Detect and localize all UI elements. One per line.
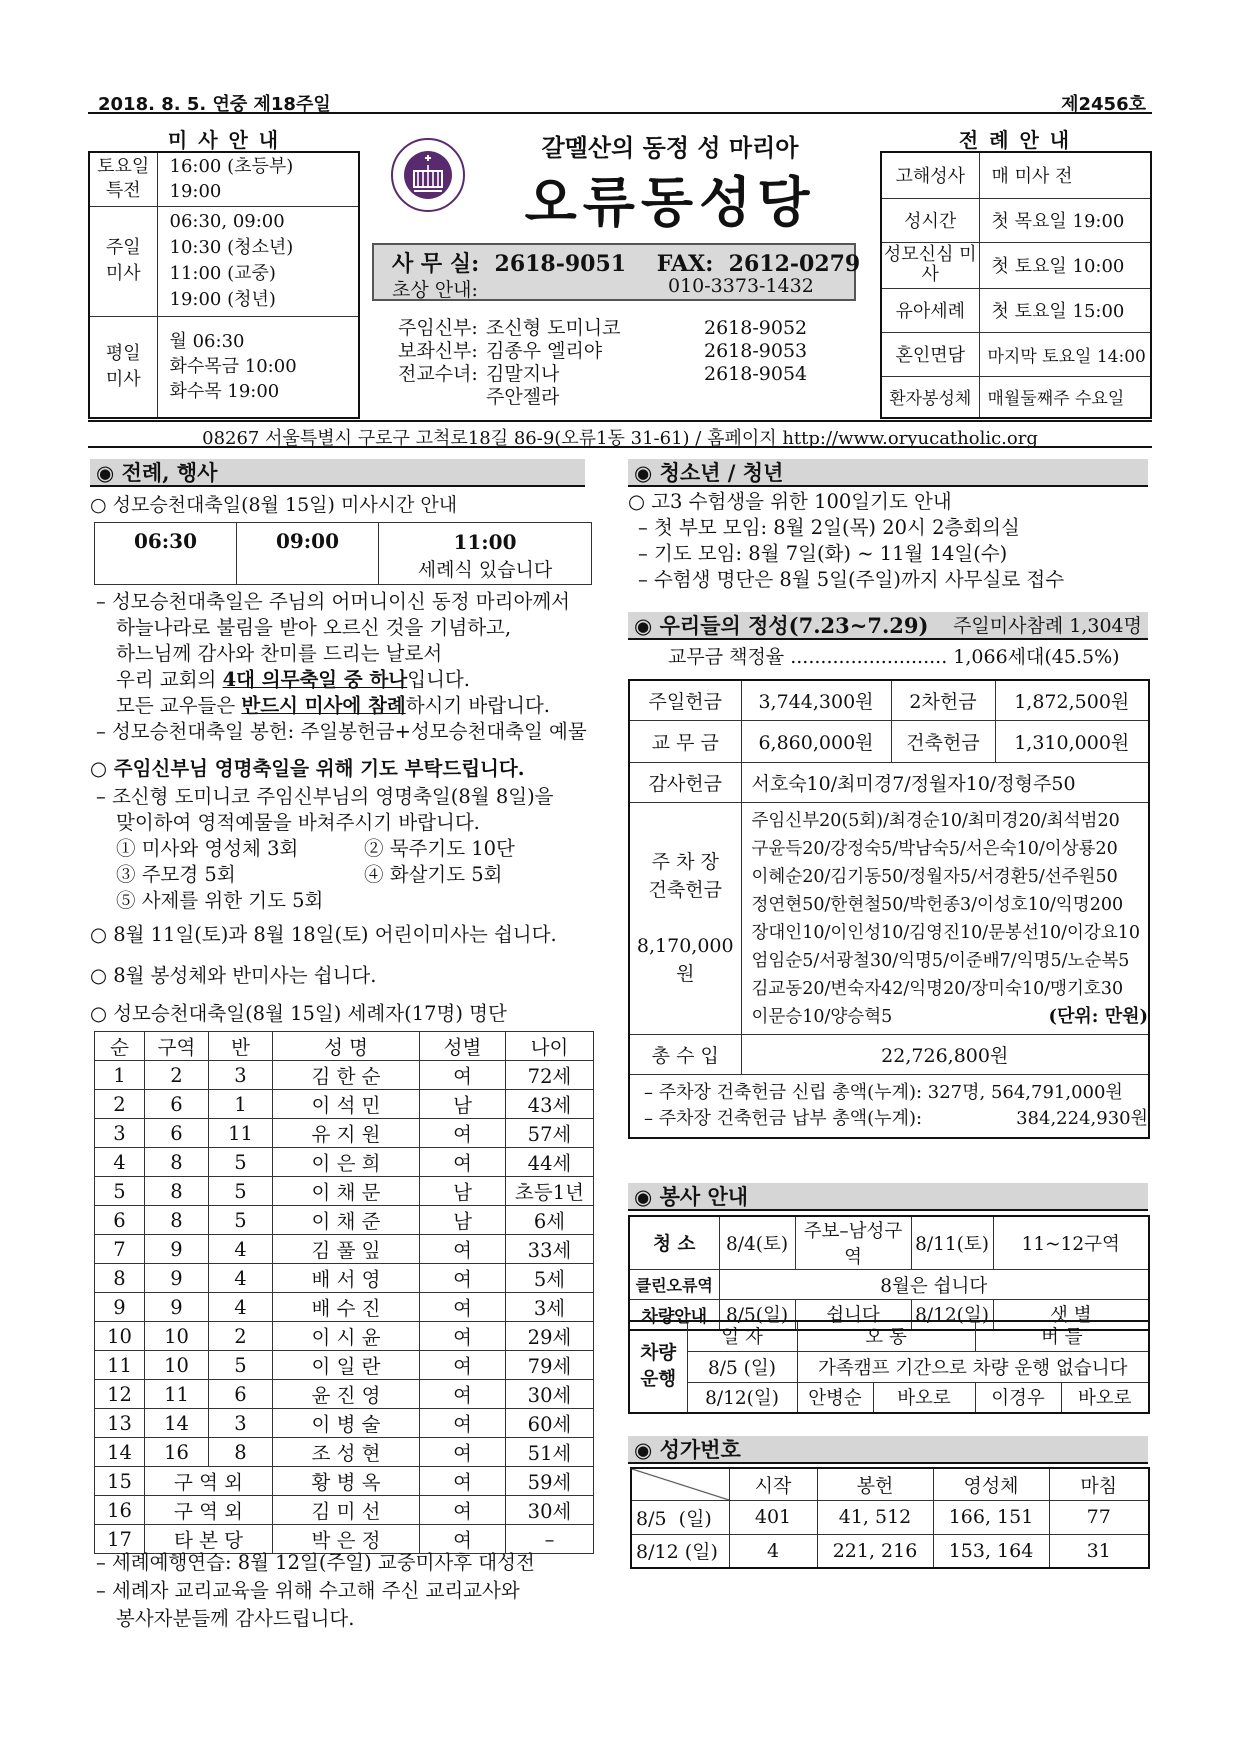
baptism-cell: 여 <box>420 1351 506 1380</box>
baptism-cell: – <box>506 1525 594 1554</box>
baptism-cell: 4 <box>209 1235 273 1264</box>
baptism-cell: 이 채 문 <box>273 1177 420 1206</box>
mass-label-sun: 주일 미사 <box>89 206 157 316</box>
hymn-corner <box>631 1468 729 1500</box>
clergy-role: 주임신부: <box>398 317 478 339</box>
baptism-cell: 8 <box>145 1177 209 1206</box>
baptism-cell: 여 <box>420 1467 506 1496</box>
baptism-cell: 6 <box>209 1380 273 1409</box>
baptism-header: 성별 <box>420 1032 506 1061</box>
baptism-cell: 김 한 순 <box>273 1061 420 1090</box>
liturgy-guide-title: 전 례 안 내 <box>958 128 1072 152</box>
baptism-cell: 5세 <box>506 1264 594 1293</box>
assumption-time: 06:30 <box>95 523 237 585</box>
assumption-times-table <box>94 522 592 585</box>
liturgy-key: 혼인면담 <box>881 332 979 376</box>
total-income-value: 22,726,800원 <box>741 1034 1149 1074</box>
baptism-header: 순 <box>95 1032 145 1061</box>
baptism-cell: 30세 <box>506 1496 594 1525</box>
baptism-header: 구역 <box>145 1032 209 1061</box>
notice-children-mass: ○ 8월 11일(토)과 8월 18일(토) 어린이미사는 쉽니다. <box>90 923 557 946</box>
baptism-row <box>95 1119 594 1148</box>
baptism-cell: 9 <box>95 1293 145 1322</box>
offering-label: 교 무 금 <box>629 720 741 762</box>
liturgy-value: 매월둘째주 수요일 <box>979 376 1151 418</box>
service-group: 주보–남성구역 <box>795 1216 911 1270</box>
liturgy-key: 성시간 <box>881 198 979 242</box>
funeral-label: 초상 안내: <box>392 279 478 301</box>
hymn-number: 4 <box>729 1534 817 1568</box>
assumption-text: – 성모승천대축일은 주님의 어머니이신 동정 마리아께서 하늘나라로 불림을 받아 오르신 것을 기념하고, 하느님께 감사와 찬미를 드리는 날로서 우리 교회의 4대 의무축일 중 하나입니다. 모든 교우들은 반드시 미사에 참례하시기 바랍니다. – 성모승천대축일 봉헌: 주일봉헌금+성모승천대축일 예물 <box>96 590 587 743</box>
baptism-cell: 타 본 당 <box>145 1525 273 1554</box>
clergy-role: 전교수녀: <box>398 363 478 385</box>
offering-label: 2차헌금 <box>891 680 995 720</box>
baptism-cell: 10 <box>145 1322 209 1351</box>
baptism-header: 나이 <box>506 1032 594 1061</box>
baptism-footer: – 세례예행연습: 8월 12일(주일) 교중미사후 대성전 – 세례자 교리교육을 위해 수고해 주신 교리교사와 봉사자분들께 감사드립니다. <box>96 1551 535 1630</box>
baptism-cell: 여 <box>420 1322 506 1351</box>
mass-times-sun: 06:30, 09:00 10:30 (청소년) 11:00 (교중) 19:00 (청년) <box>157 206 359 316</box>
assumption-time-main: 11:00 세례식 있습니다 <box>379 523 592 585</box>
baptism-cell: 2 <box>95 1090 145 1119</box>
clergy-name: 김말지나 <box>486 363 560 385</box>
baptism-title: ○ 성모승천대축일(8월 15일) 세례자(17명) 명단 <box>90 1002 507 1025</box>
offering-value: 1,310,000원 <box>995 720 1149 762</box>
baptism-cell: 유 지 원 <box>273 1119 420 1148</box>
clergy-name: 김종우 엘리야 <box>486 340 603 362</box>
vehicle-table <box>628 1320 1150 1414</box>
baptism-cell: 여 <box>420 1061 506 1090</box>
baptism-cell: 57세 <box>506 1119 594 1148</box>
baptism-cell: 김 미 선 <box>273 1496 420 1525</box>
liturgy-key: 유아세례 <box>881 288 979 332</box>
baptism-row <box>95 1409 594 1438</box>
clergy-tel: 2618-9053 <box>704 340 808 362</box>
parking-fund-cumulative: – 주차장 건축헌금 신립 총액(누계): 327명, 564,791,000원 – 주차장 건축헌금 납부 총액(누계): 384,224,930원 <box>629 1074 1149 1138</box>
vehicle-date: 8/12(일) <box>687 1382 797 1413</box>
baptism-cell: 여 <box>420 1380 506 1409</box>
vehicle-date: 8/5 (일) <box>687 1351 797 1382</box>
hymn-header: 시작 <box>729 1468 817 1500</box>
baptism-cell: 남 <box>420 1090 506 1119</box>
baptism-cell: 14 <box>95 1438 145 1467</box>
baptism-cell: 29세 <box>506 1322 594 1351</box>
baptism-table <box>94 1031 594 1554</box>
service-value: 샛 별 <box>993 1300 1149 1330</box>
baptism-cell: 11 <box>209 1119 273 1148</box>
liturgy-value: 매 미사 전 <box>979 152 1151 198</box>
offering-table <box>628 679 1150 1139</box>
baptism-cell: 13 <box>95 1409 145 1438</box>
baptism-cell: 5 <box>95 1177 145 1206</box>
liturgy-value: 첫 토요일 10:00 <box>979 242 1151 288</box>
liturgy-value: 첫 토요일 15:00 <box>979 288 1151 332</box>
baptism-row <box>95 1206 594 1235</box>
offering-label: 건축헌금 <box>891 720 995 762</box>
baptism-cell: 구 역 외 <box>145 1496 273 1525</box>
service-group: 11~12구역 <box>993 1216 1149 1270</box>
baptism-cell: 남 <box>420 1177 506 1206</box>
parish-seal-logo <box>390 137 466 213</box>
liturgy-guide-table <box>880 151 1152 419</box>
clergy-name: 주안젤라 <box>486 386 560 408</box>
baptism-cell: 6 <box>95 1206 145 1235</box>
baptism-cell: 5 <box>209 1177 273 1206</box>
baptism-cell: 3세 <box>506 1293 594 1322</box>
baptism-cell: 8 <box>145 1206 209 1235</box>
baptism-cell: 9 <box>145 1264 209 1293</box>
youth-notices: ○ 고3 수험생을 위한 100일기도 안내 – 첫 부모 모임: 8월 2일(목) 20시 2층회의실 – 기도 모임: 8월 7일(화) ~ 11월 14일(수) – 수험생 명단은 8월 5일(주일)까지 사무실로 접수 <box>628 490 1065 591</box>
baptism-cell: 10 <box>95 1322 145 1351</box>
mass-label-sat: 토요일 특전 <box>89 152 157 206</box>
baptism-cell: 배 서 영 <box>273 1264 420 1293</box>
baptism-cell: 6 <box>145 1090 209 1119</box>
mass-label-weekday: 평일 미사 <box>89 316 157 418</box>
hymn-date: 8/5 (일) <box>631 1500 729 1534</box>
address-bar <box>88 420 1152 448</box>
section-liturgy-events: ◉ 전례, 행사 <box>90 459 585 487</box>
baptism-cell: 남 <box>420 1206 506 1235</box>
mass-times-sat: 16:00 (초등부) 19:00 <box>157 152 359 206</box>
liturgy-key: 성모신심 미사 <box>881 242 979 288</box>
baptism-cell: 여 <box>420 1119 506 1148</box>
hymn-number: 41, 512 <box>817 1500 933 1534</box>
clergy-tel: 2618-9054 <box>704 363 808 385</box>
baptism-cell: 11 <box>145 1380 209 1409</box>
thanks-offering-value: 서호숙10/최미경7/정월자10/정형주50 <box>741 762 1149 802</box>
mass-attendance: 주일미사참례 1,304명 <box>953 615 1142 637</box>
liturgy-key: 고해성사 <box>881 152 979 198</box>
baptism-cell: 7 <box>95 1235 145 1264</box>
baptism-row <box>95 1293 594 1322</box>
baptism-cell: 15 <box>95 1467 145 1496</box>
mass-guide-table <box>88 151 360 419</box>
baptism-cell: 3 <box>95 1119 145 1148</box>
baptism-cell: 이 일 란 <box>273 1351 420 1380</box>
baptism-header: 반 <box>209 1032 273 1061</box>
baptism-row <box>95 1467 594 1496</box>
service-date: 8/12(일) <box>911 1300 993 1330</box>
address: 08267 서울특별시 구로구 고척로18길 86-9(오류1동 31-61) / 홈페이지 http://www.oryucatholic.org <box>202 428 1038 449</box>
baptism-header: 성 명 <box>273 1032 420 1061</box>
baptism-cell: 4 <box>209 1264 273 1293</box>
service-date: 8/5(일) <box>719 1300 795 1330</box>
baptism-row <box>95 1322 594 1351</box>
baptism-cell: 9 <box>145 1235 209 1264</box>
baptism-row <box>95 1235 594 1264</box>
clergy-name: 조신형 도미니코 <box>486 317 621 339</box>
hymn-number: 77 <box>1049 1500 1149 1534</box>
parking-fund-donors: 주임신부20(5회)/최경순10/최미경20/최석범20 구윤득20/강정숙5/박남숙5/서은숙10/이상룡20 이혜순20/김기동50/정월자5/서경환5/선주원50 정연현50/한현철50/박헌종3/이성호10/익명200 장대인10/이인성10/김영진10/문봉선10/이강요10 엄임순5/서광철30/익명5/이준배7/익명5/노순복5 김교동20/변숙자42/익명20/장미숙10/맹기호30 이문승10/양승혁5 (단위: 만원) <box>741 802 1149 1034</box>
funeral-phone: 010-3373-1432 <box>668 275 814 297</box>
issue-number: 제2456호 <box>1061 94 1146 115</box>
baptism-cell: 2 <box>209 1322 273 1351</box>
baptism-row <box>95 1148 594 1177</box>
liturgy-key: 환자봉성체 <box>881 376 979 418</box>
baptism-cell: 11 <box>95 1351 145 1380</box>
section-hymns: ◉ 성가번호 <box>628 1436 1148 1464</box>
baptism-cell: 박 은 정 <box>273 1525 420 1554</box>
vehicle-driver: 이경우 <box>975 1382 1061 1413</box>
hymn-header: 마침 <box>1049 1468 1149 1500</box>
baptism-cell: 여 <box>420 1496 506 1525</box>
office-phone-fax: 사 무 실: 2618-9051 FAX: 2612-0279 <box>392 251 861 277</box>
baptism-row <box>95 1351 594 1380</box>
baptism-row <box>95 1061 594 1090</box>
baptism-cell: 구 역 외 <box>145 1467 273 1496</box>
baptism-cell: 배 수 진 <box>273 1293 420 1322</box>
baptism-cell: 이 채 준 <box>273 1206 420 1235</box>
baptism-row <box>95 1380 594 1409</box>
vehicle-header: 일 자 <box>687 1321 797 1351</box>
baptism-cell: 여 <box>420 1525 506 1554</box>
mass-times-weekday: 월 06:30 화수목금 10:00 화수목 19:00 <box>157 316 359 418</box>
baptism-cell: 8 <box>145 1148 209 1177</box>
baptism-cell: 8 <box>95 1264 145 1293</box>
unit-note: (단위: 만원) <box>1048 1005 1148 1027</box>
clergy-role: 보좌신부: <box>398 340 478 362</box>
baptism-cell: 여 <box>420 1264 506 1293</box>
hymn-header: 봉헌 <box>817 1468 933 1500</box>
offering-value: 6,860,000원 <box>741 720 891 762</box>
hymn-table <box>630 1467 1150 1569</box>
baptism-cell: 9 <box>145 1293 209 1322</box>
baptism-cell: 16 <box>95 1496 145 1525</box>
mass-guide-title: 미 사 안 내 <box>167 128 281 152</box>
service-table <box>628 1215 1150 1331</box>
pastor-feast-title: ○ 주임신부님 영명축일을 위해 기도 부탁드립니다. <box>90 757 525 780</box>
baptism-cell: 여 <box>420 1409 506 1438</box>
service-date: 8/4(토) <box>719 1216 795 1270</box>
baptism-cell: 17 <box>95 1525 145 1554</box>
offering-label: 주일헌금 <box>629 680 741 720</box>
section-service: ◉ 봉사 안내 <box>628 1183 1148 1211</box>
baptism-cell: 1 <box>209 1090 273 1119</box>
baptism-cell: 4 <box>95 1148 145 1177</box>
tithe-rate: 교무금 책정율 .......................... 1,066세대(45.5%) <box>668 646 1120 668</box>
assumption-title: ○ 성모승천대축일(8월 15일) 미사시간 안내 <box>90 494 458 516</box>
baptism-cell: 여 <box>420 1235 506 1264</box>
baptism-cell: 여 <box>420 1438 506 1467</box>
section-youth: ◉ 청소년 / 청년 <box>628 459 1148 487</box>
baptism-cell: 12 <box>95 1380 145 1409</box>
baptism-cell: 14 <box>145 1409 209 1438</box>
baptism-cell: 2 <box>145 1061 209 1090</box>
assumption-time: 09:00 <box>237 523 379 585</box>
section-offering: ◉ 우리들의 정성(7.23~7.29) 주일미사참례 1,304명 <box>628 612 1148 640</box>
offering-value: 1,872,500원 <box>995 680 1149 720</box>
baptism-cell: 초등1년 <box>506 1177 594 1206</box>
vehicle-driver: 바오로 <box>1061 1382 1149 1413</box>
baptism-cell: 황 병 옥 <box>273 1467 420 1496</box>
hymn-number: 166, 151 <box>933 1500 1049 1534</box>
baptism-cell: 30세 <box>506 1380 594 1409</box>
baptism-cell: 72세 <box>506 1061 594 1090</box>
baptism-cell: 이 은 희 <box>273 1148 420 1177</box>
header-bar <box>88 88 1152 114</box>
baptism-cell: 여 <box>420 1293 506 1322</box>
baptism-cell: 김 풀 잎 <box>273 1235 420 1264</box>
thanks-offering-label: 감사헌금 <box>629 762 741 802</box>
baptism-row <box>95 1090 594 1119</box>
baptism-cell: 16 <box>145 1438 209 1467</box>
liturgy-value: 첫 목요일 19:00 <box>979 198 1151 242</box>
parish-subtitle: 갈멜산의 동정 성 마리아 <box>541 133 799 162</box>
pastor-feast-text: – 조신형 도미니코 주임신부님의 영명축일(8월 8일)을 맞이하여 영적예물을 바쳐주시기 바랍니다. ① 미사와 영성체 3회 ② 묵주기도 10단 ③ 주모경 5회 ④ 화살기도 5회 ⑤ 사제를 위한 기도 5회 <box>96 785 554 912</box>
baptism-cell: 79세 <box>506 1351 594 1380</box>
baptism-cell: 8 <box>209 1438 273 1467</box>
baptism-cell: 이 석 민 <box>273 1090 420 1119</box>
baptism-cell: 윤 진 영 <box>273 1380 420 1409</box>
baptism-row <box>95 1438 594 1467</box>
baptism-cell: 3 <box>209 1061 273 1090</box>
baptism-cell: 3 <box>209 1409 273 1438</box>
baptism-cell: 이 시 윤 <box>273 1322 420 1351</box>
baptism-cell: 4 <box>209 1293 273 1322</box>
service-label: 차량안내 <box>629 1300 719 1330</box>
service-label: 클린오류역 <box>629 1270 719 1300</box>
office-box <box>372 243 861 301</box>
baptism-row <box>95 1264 594 1293</box>
total-income-label: 총 수 입 <box>629 1034 741 1074</box>
baptism-cell: 조 성 현 <box>273 1438 420 1467</box>
vehicle-header: 오 동 <box>797 1321 975 1351</box>
baptism-cell: 60세 <box>506 1409 594 1438</box>
liturgy-value: 마지막 토요일 14:00 <box>979 332 1151 376</box>
hymn-number: 153, 164 <box>933 1534 1049 1568</box>
baptism-cell: 59세 <box>506 1467 594 1496</box>
vehicle-header: 버 들 <box>975 1321 1149 1351</box>
clergy-tel: 2618-9052 <box>704 317 808 339</box>
baptism-cell: 44세 <box>506 1148 594 1177</box>
baptism-row <box>95 1496 594 1525</box>
hymn-date: 8/12 (일) <box>631 1534 729 1568</box>
baptism-cell: 6세 <box>506 1206 594 1235</box>
baptism-cell: 여 <box>420 1148 506 1177</box>
vehicle-label: 차량 운행 <box>629 1321 687 1413</box>
parking-fund-label: 주 차 장 건축헌금 8,170,000원 <box>629 802 741 1034</box>
service-value: 쉽니다 <box>795 1300 911 1330</box>
service-date: 8/11(토) <box>911 1216 993 1270</box>
parish-name: 오류동성당 <box>524 171 816 234</box>
baptism-cell: 이 병 술 <box>273 1409 420 1438</box>
service-value: 8월은 쉽니다 <box>719 1270 1149 1300</box>
baptism-cell: 51세 <box>506 1438 594 1467</box>
notice-communion: ○ 8월 봉성체와 반미사는 쉽니다. <box>90 964 377 987</box>
baptism-cell: 43세 <box>506 1090 594 1119</box>
baptism-cell: 5 <box>209 1206 273 1235</box>
hymn-number: 31 <box>1049 1534 1149 1568</box>
baptism-cell: 33세 <box>506 1235 594 1264</box>
service-label: 청 소 <box>629 1216 719 1270</box>
vehicle-note: 가족캠프 기간으로 차량 운행 없습니다 <box>797 1351 1149 1382</box>
hymn-number: 401 <box>729 1500 817 1534</box>
issue-date: 2018. 8. 5. 연중 제18주일 <box>98 94 331 115</box>
baptism-cell: 5 <box>209 1148 273 1177</box>
baptism-cell: 10 <box>145 1351 209 1380</box>
offering-value: 3,744,300원 <box>741 680 891 720</box>
baptism-cell: 1 <box>95 1061 145 1090</box>
baptism-cell: 5 <box>209 1351 273 1380</box>
vehicle-driver: 안병순 <box>797 1382 873 1413</box>
hymn-header: 영성체 <box>933 1468 1049 1500</box>
baptism-row <box>95 1177 594 1206</box>
baptism-cell: 6 <box>145 1119 209 1148</box>
hymn-number: 221, 216 <box>817 1534 933 1568</box>
vehicle-driver: 바오로 <box>873 1382 975 1413</box>
